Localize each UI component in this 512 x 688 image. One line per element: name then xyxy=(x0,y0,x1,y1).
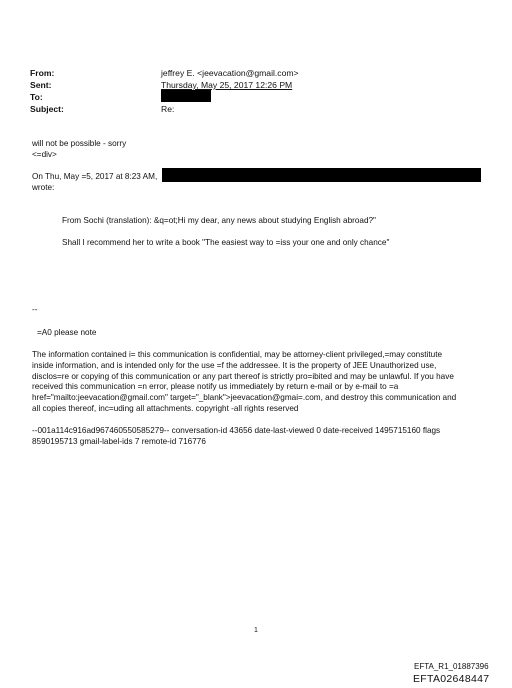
disclaimer-line: all copies thereof, inc=uding all attachments. copyright -all rights reserved xyxy=(32,403,299,413)
reply-line-1: will not be possible - sorry xyxy=(32,139,127,148)
disclaimer-line: inside information, and is intended only for the use =f the addressee. It is the property of JEE Unauthorized use, xyxy=(32,360,437,370)
signature-note: =A0 please note xyxy=(37,328,97,337)
footer-id-2: EFTA02648447 xyxy=(413,673,490,685)
disclaimer-line: href="mailto:jeevacation@gmail.com" target="_blank">jeevacation@gmai=.com, and destroy this communication and xyxy=(32,393,457,403)
signature-dashes: -- xyxy=(32,305,38,314)
metadata-line: 8590195713 gmail-label-ids 7 remote-id 716776 xyxy=(32,436,206,446)
subject-label: Subject: xyxy=(30,104,64,114)
from-label: From: xyxy=(30,68,55,78)
quoted-line-1: From Sochi (translation): &q=ot;Hi my dear, any news about studying English abroad?" xyxy=(62,216,376,225)
disclaimer-line: received this communication =n error, please notify us immediately by return e-mail or by e-mail to =a xyxy=(32,382,399,392)
subject-value: Re: xyxy=(161,104,175,114)
page-number: 1 xyxy=(254,627,258,634)
to-label: To: xyxy=(30,92,43,102)
disclaimer-line: The information contained i= this communication is confidential, may be attorney-client privileged,=may constitute xyxy=(32,350,443,359)
sent-label: Sent: xyxy=(30,80,52,90)
metadata-block xyxy=(32,426,440,448)
reply-line-2: <=div> xyxy=(32,150,57,159)
quote-intro-line-1: On Thu, May =5, 2017 at 8:23 AM, xyxy=(32,172,158,181)
redaction-to xyxy=(161,90,211,102)
metadata-line: --001a114c916ad967460550585279-- conversation-id 43656 date-last-viewed 0 date-received 1495715160 flags xyxy=(32,426,441,435)
disclaimer-line: disclos=re or copying of this communication or any part thereof is strictly pro=ibited and may be unlawful. If you have xyxy=(32,371,454,381)
redaction-sender xyxy=(162,168,481,182)
disclaimer-paragraph xyxy=(32,350,456,415)
quote-intro-line-2: wrote: xyxy=(32,183,55,192)
from-value: jeffrey E. <jeevacation@gmail.com> xyxy=(161,68,299,78)
quoted-line-2: Shall I recommend her to write a book "The easiest way to =iss your one and only chance" xyxy=(62,238,390,247)
sent-value: Thursday, May 25, 2017 12:26 PM xyxy=(161,80,293,90)
footer-id-1: EFTA_R1_01887396 xyxy=(414,662,489,671)
